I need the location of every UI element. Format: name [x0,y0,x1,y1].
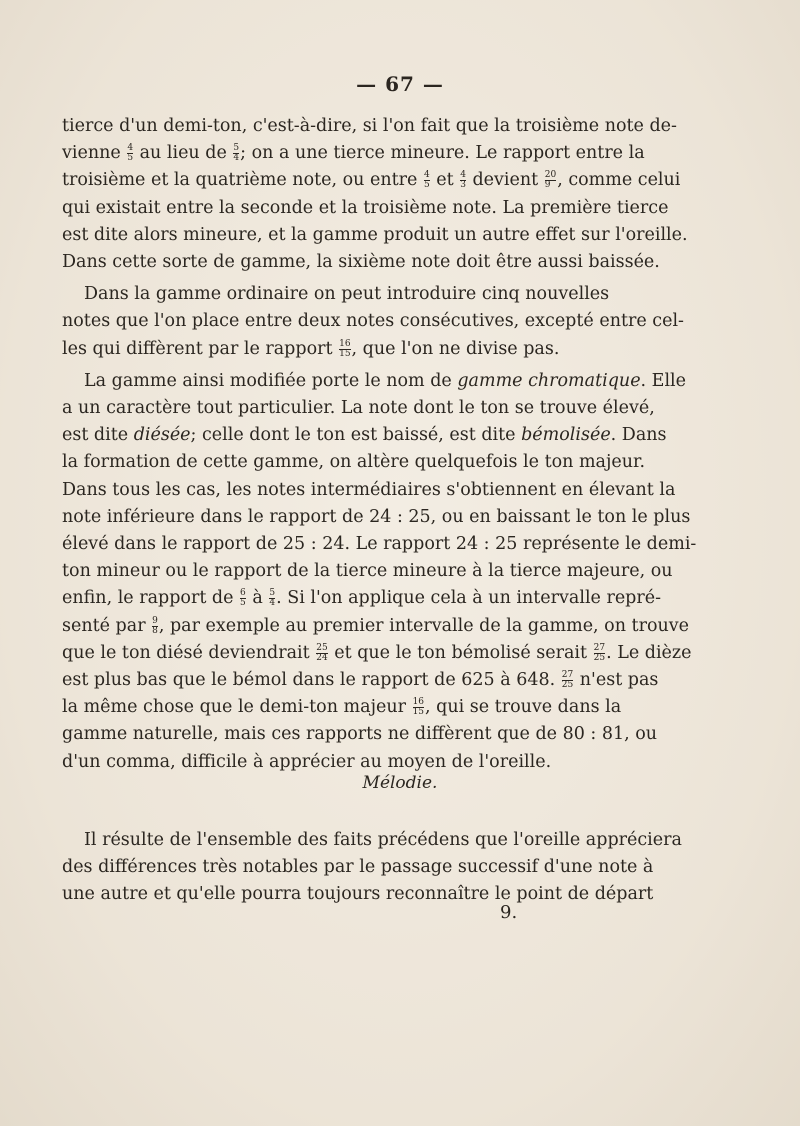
text-line: La gamme ainsi modifiée porte le nom de gamme chromatique. Elle [84,370,686,391]
fraction: $\frac{4}{5}$ [127,143,134,164]
text-line: d'un comma, difficile à apprécier au moyen de l'oreille. [62,751,552,772]
final-paragraph [62,827,682,909]
final-line: Il résulte de l'ensemble des faits précédens que l'oreille appréciera [84,830,682,850]
page-number: — 67 — [356,72,444,96]
fraction: $\frac{5}{4}$ [269,588,276,609]
final-line: une autre et qu'elle pourra toujours reconnaître le point de départ [62,884,654,905]
text-line: senté par $\frac{9}{8}$ , par exemple au premier intervalle de la gamme, on trouve [62,615,690,636]
text-line: note inférieure dans le rapport de 24 : 25, ou en baissant le ton le plus [62,506,691,527]
fraction: $\frac{9}{8}$ [152,615,158,636]
fraction: $\frac{4}{5}$ [423,170,430,191]
text-line: gamme naturelle, mais ces rapports ne diffèrent que de 80 : 81, ou [62,724,658,745]
body-text [62,113,697,776]
text-line: que le ton diésé deviendrait $\frac{25}{24}$ et que le ton bémolisé serait $\frac{27}{25}$ . Le dièze [62,642,692,663]
text-line: qui existait entre la seconde et la troisième note. La première tierce [62,197,669,218]
text-line: est plus bas que le bémol dans le rapport de 625 à 648. $\frac{27}{25}$ n'est pas [62,670,659,691]
fraction: $\frac{4}{3}$ [460,170,466,191]
final-line: des différences très notables par le passage successif d'une note à [62,857,654,878]
fraction: $\frac{27}{25}$ [593,642,606,663]
fraction: $\frac{25}{24}$ [316,642,328,663]
fraction: $\frac{20}{9}$ [544,170,557,191]
fraction: $\frac{5}{4}$ [233,143,240,164]
text-line: tierce d'un demi-ton, c'est-à-dire, si l'on fait que la troisième note de- [62,116,677,136]
fraction: $\frac{16}{15}$ [412,697,425,718]
text-line: les qui diffèrent par le rapport $\frac{16}{15}$ , que l'on ne divise pas. [62,338,560,359]
signature-mark: 9. [500,902,518,923]
section-heading: Mélodie. [362,773,438,793]
text-line: élevé dans le rapport de 25 : 24. Le rapport 24 : 25 représente le demi- [62,534,697,555]
fraction: $\frac{16}{15}$ [339,338,351,359]
text-line: Dans la gamme ordinaire on peut introduire cinq nouvelles [84,284,610,305]
text-line: ton mineur ou le rapport de la tierce mineure à la tierce majeure, ou [62,561,673,582]
text-line: Dans tous les cas, les notes intermédiaires s'obtiennent en élevant la [62,479,676,500]
text-line: est dite alors mineure, et la gamme produit un autre effet sur l'oreille. [62,224,688,245]
text-line: la même chose que le demi-ton majeur $\frac{16}{15}$ , qui se trouve dans la [62,697,622,718]
fraction: $\frac{27}{25}$ [561,670,574,691]
text-line: enfin, le rapport de $\frac{6}{5}$ à $\frac{5}{4}$ . Si l'on applique cela à un intervalle repré- [62,588,662,609]
text-line: vienne $\frac{4}{5}$ au lieu de $\frac{5}{4}$ ; on a une tierce mineure. Le rapport entre la [62,143,645,164]
text-line: Dans cette sorte de gamme, la sixième note doit être aussi baissée. [62,252,660,273]
fraction: $\frac{6}{5}$ [240,588,246,609]
text-line: troisième et la quatrième note, ou entre $\frac{4}{5}$ et $\frac{4}{3}$ devient $\frac{20}{9}$ , comme celui [62,170,681,191]
text-line: notes que l'on place entre deux notes consécutives, excepté entre cel- [62,311,684,332]
text-line: a un caractère tout particulier. La note dont le ton se trouve élevé, [62,398,655,419]
text-line: est dite diésée; celle dont le ton est baissé, est dite bémolisée. Dans [62,425,667,446]
text-line: la formation de cette gamme, on altère quelquefois le ton majeur. [62,452,646,473]
